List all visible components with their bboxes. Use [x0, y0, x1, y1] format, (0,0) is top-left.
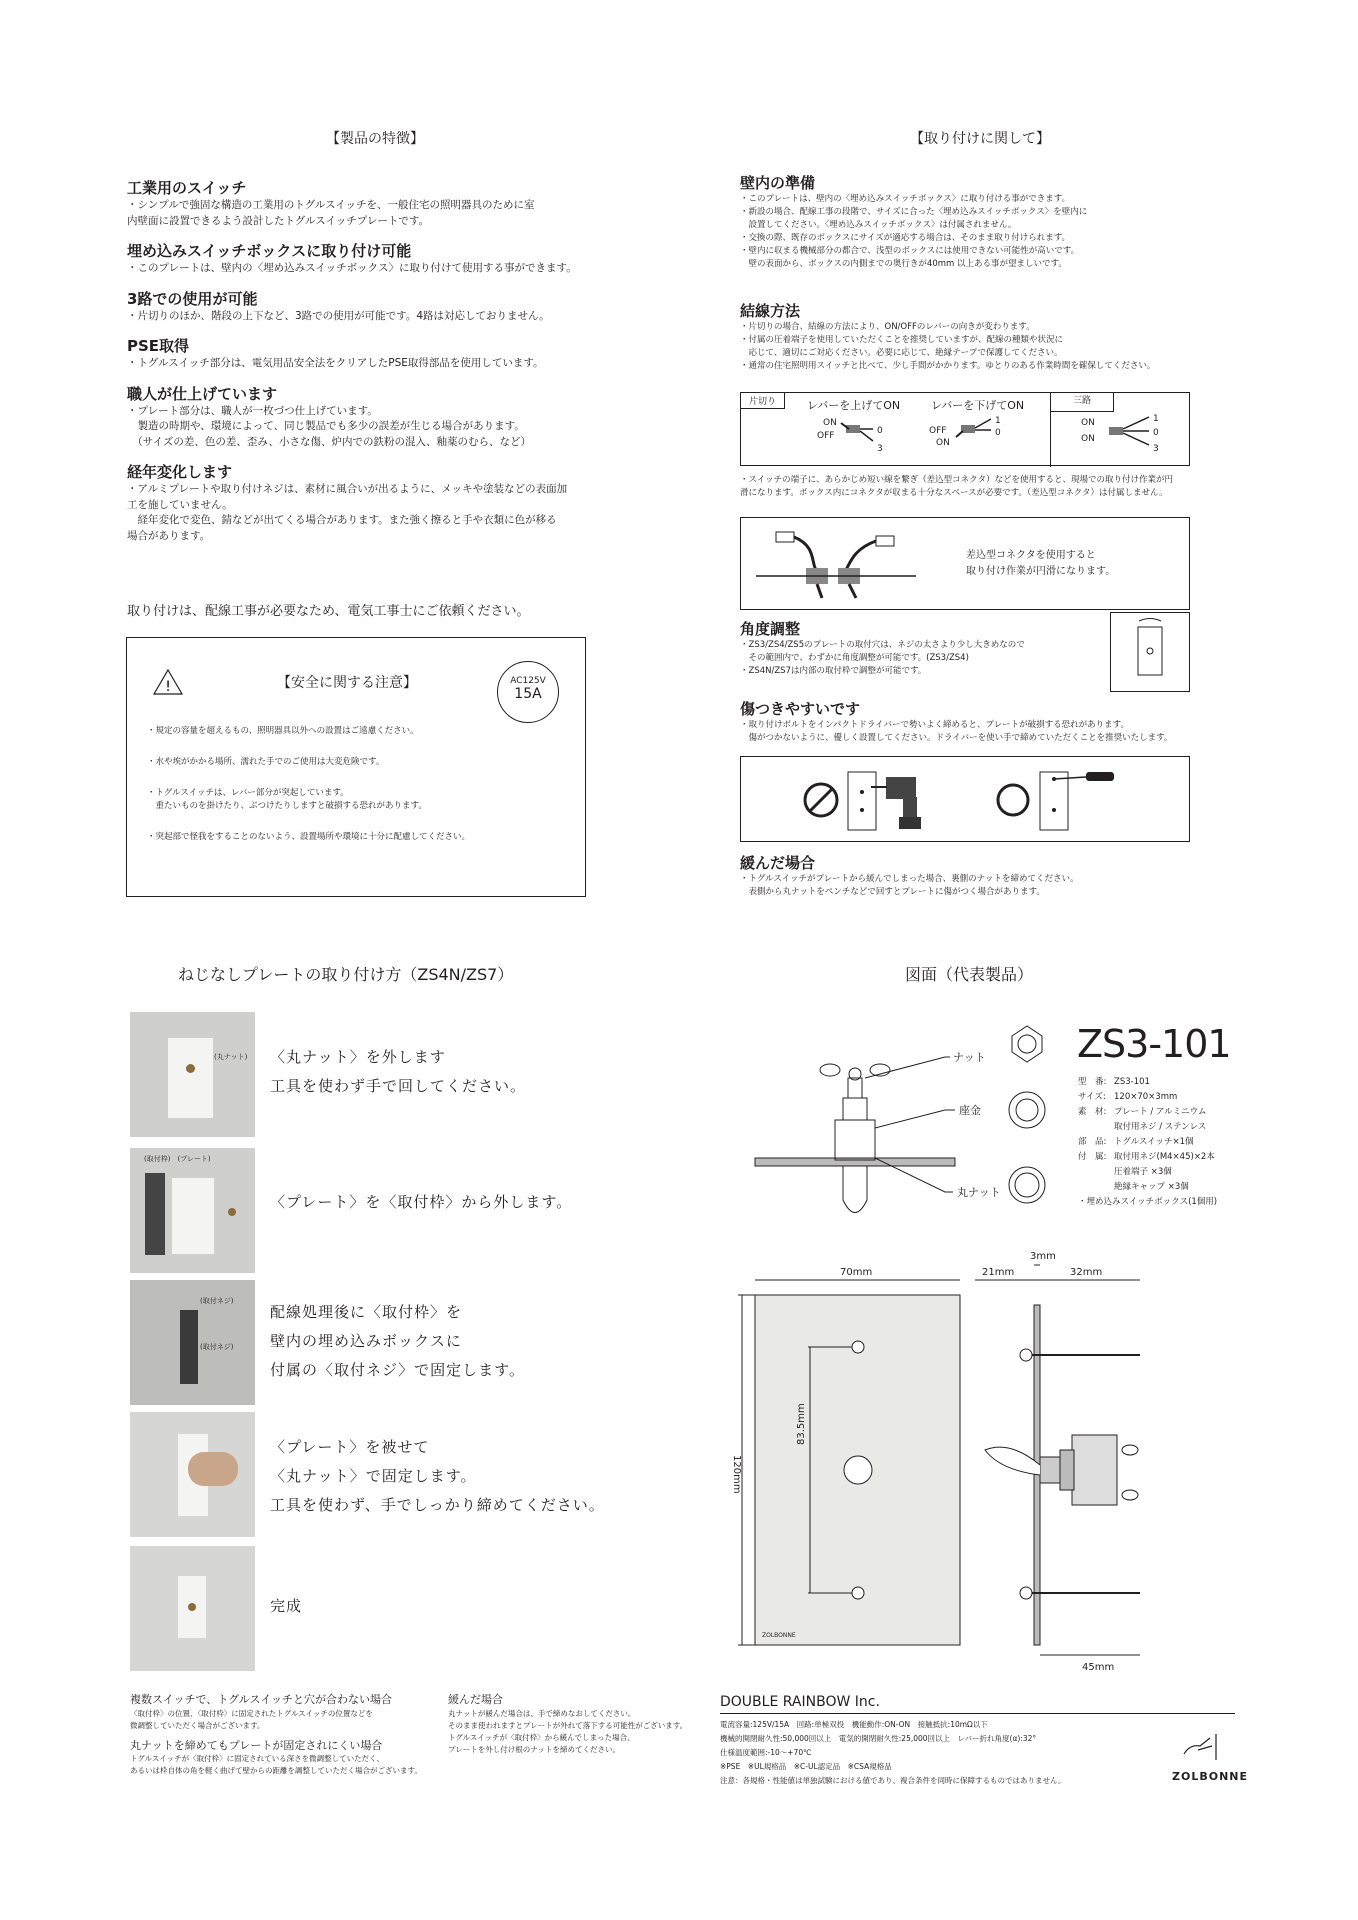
feature-body: ・シンプルで強固な構造の工業用のトグルスイッチを、一般住宅の照明器具のために室 内壁面に設置できるよう設計したトグルスイッチプレートです。 — [127, 199, 535, 227]
svg-text:ZOLBONNE: ZOLBONNE — [762, 1632, 796, 1639]
connector-note: ・スイッチの端子に、あらかじめ短い線を繋ぎ（差込型コネクタ）などを使用すると、現場での取り付け作業が円 滑になります。ボックス内にコネクタが収まる十分なスペースが必要です。（差込型コネクタ）は付属しません。 — [740, 475, 1173, 498]
photo-caption: (取付枠) (プレート) — [144, 1155, 211, 1163]
feature-heading: 3路での使用が可能 — [127, 289, 258, 308]
feature-6 — [127, 461, 587, 544]
step-photo-3 — [130, 1280, 255, 1405]
feature-2 — [127, 240, 587, 277]
svg-text:OFF: OFF — [929, 426, 947, 436]
safety-item: ・突起部で怪我をすることのないよう、設置場所や環境に十分に配慮してください。 — [147, 832, 471, 842]
spec-row: 付 属: 取付用ネジ(M4×45)×2本 — [1078, 1152, 1215, 1162]
feature-5 — [127, 383, 587, 451]
angle-body: ・ZS3/ZS4/ZS5のプレートの取付穴は、ネジの太さより少し大きめなので その範囲内で、わずかに角度調整が可能です。(ZS3/ZS4) ・ZS4N/ZS7は内部の取付枠で調整が可能です。 — [740, 640, 1025, 676]
features-list — [127, 177, 587, 544]
photo-caption: (丸ナット) — [214, 1053, 248, 1061]
step-text-1: 〈丸ナット〉を外します 工具を使わず手で回してください。 — [270, 1048, 527, 1095]
svg-text:丸ナット: 丸ナット — [957, 1186, 1001, 1199]
single-pole-label: 片切り — [740, 392, 785, 409]
angle-diagram — [1110, 612, 1190, 692]
photo-caption: (取付ネジ) — [200, 1297, 234, 1305]
step-photo-5 — [130, 1546, 255, 1671]
safety-title: 【安全に関する注意】 — [277, 675, 417, 691]
note-heading: 緩んだ場合 — [448, 1693, 503, 1706]
step-notes-right — [448, 1692, 698, 1756]
svg-text:1: 1 — [1153, 414, 1159, 424]
rating-current: 15A — [514, 686, 542, 702]
feature-heading: PSE取得 — [127, 337, 190, 355]
step-text-2: 〈プレート〉を〈取付枠〉から外します。 — [270, 1193, 573, 1211]
svg-text:3: 3 — [1153, 444, 1159, 454]
note-body: 丸ナットが緩んだ場合は、手で締めなおしてください。 そのまま使われますとプレートが外れて落下する可能性がございます。 トグルスイッチが〈取付枠〉から緩んでしまった場合、 プレートを外し付け根のナットを締めてください。 — [448, 1708, 688, 1754]
svg-text:0: 0 — [877, 426, 883, 436]
spec-row: 絶縁キャップ ×3個 — [1114, 1182, 1189, 1192]
safety-item: ・水や埃がかかる場所、濡れた手でのご使用は大変危険です。 — [147, 757, 385, 767]
step-photo-1 — [130, 1012, 255, 1137]
svg-text:OFF: OFF — [817, 431, 835, 441]
svg-text:0: 0 — [995, 428, 1001, 438]
tool-diagram — [740, 756, 1190, 842]
scratch-heading: 傷つきやすいです — [740, 700, 861, 718]
connector-box-text: 差込型コネクタを使用すると 取り付け作業が円滑になります。 — [966, 550, 1116, 577]
lever-down-label: レバーを下げてON — [931, 399, 1025, 412]
feature-1 — [127, 177, 587, 229]
svg-text:0: 0 — [1153, 428, 1159, 438]
feature-heading: 経年変化します — [127, 463, 233, 481]
parts-drawing — [745, 1010, 1075, 1240]
svg-text:ON: ON — [936, 438, 950, 448]
safety-item: ・トグルスイッチは、レバー部分が突起しています。 重たいものを掛けたり、ぶつけたりしますと破損する恐れがあります。 — [147, 788, 427, 811]
brand-logo: ZOLBONNE — [1172, 1770, 1248, 1783]
ok-icon — [998, 785, 1028, 815]
warning-icon — [152, 668, 184, 696]
wall-heading: 壁内の準備 — [740, 174, 816, 192]
feature-3 — [127, 288, 587, 325]
svg-text:70mm: 70mm — [840, 1267, 873, 1278]
svg-text:ON: ON — [1081, 434, 1095, 444]
scratch-section — [740, 698, 1190, 745]
note-body: 〈取付枠〉の位置、〈取付枠〉に固定されたトグルスイッチの位置などを 微調整していただく場合がございます。 — [130, 1708, 373, 1730]
safety-box — [126, 637, 586, 897]
steps-title: ねじなしプレートの取り付け方（ZS4N/ZS7） — [178, 965, 514, 984]
spec-list — [1078, 1075, 1278, 1210]
svg-text:3: 3 — [877, 444, 883, 454]
feature-body: ・このプレートは、壁内の〈埋め込みスイッチボックス〉に取り付けて使用する事ができます。 — [127, 262, 577, 274]
spec-row: 型 番: ZS3-101 — [1078, 1077, 1150, 1087]
spec-row: 素 材: プレート / アルミニウム — [1078, 1107, 1207, 1117]
step-photo-4 — [130, 1412, 255, 1537]
wiring-body: ・片切りの場合、結線の方法により、ON/OFFのレバーの向きが変わります。 ・付属の圧着端子を使用していただくことを推奨していますが、配線の種類や状況に 応じて、適切にご対応ください。必要に応じて、絶縁テープで保護してください。 ・通常の住宅照明用スイッチと比べて、少し手間がかかります。ゆとりのある作業時間を確保してください。 — [740, 322, 1156, 371]
spec-row: 部 品: トグルスイッチ×1個 — [1078, 1137, 1194, 1147]
hand-logo-icon — [1180, 1730, 1220, 1764]
wiring-heading: 結線方法 — [740, 302, 801, 320]
feature-heading: 埋め込みスイッチボックスに取り付け可能 — [127, 242, 412, 260]
feature-body: ・プレート部分は、職人が一枚づつ仕上げています。 製造の時期や、環境によって、同じ製品でも多少の誤差が生じる場合があります。 （サイズの差、色の差、歪み、小さな傷、炉内での鉄粉の混入、釉薬のむら、など） — [127, 404, 532, 448]
note-heading: 丸ナットを締めてもプレートが固定されにくい場合 — [130, 1738, 383, 1752]
switch-wiring-icons — [741, 411, 1189, 465]
svg-text:120mm: 120mm — [731, 1455, 742, 1494]
scratch-body: ・取り付けボルトをインパクトドライバーで勢いよく締めると、プレートが破損する恐れがあります。 傷がつかないように、優しく設置してください。ドライバーを使い手で締めていただくことを推奨いたします。 — [740, 720, 1173, 743]
svg-text:3mm: 3mm — [1030, 1251, 1056, 1262]
angle-section — [740, 618, 1100, 678]
angle-heading: 角度調整 — [740, 620, 801, 638]
svg-text:ナット: ナット — [953, 1051, 986, 1064]
model-name: ZS3-101 — [1077, 1022, 1231, 1066]
features-title: 【製品の特徴】 — [326, 131, 424, 147]
wiring-section — [740, 300, 1190, 373]
note-heading: 複数スイッチで、トグルスイッチと穴が合わない場合 — [130, 1693, 393, 1706]
step-text-3: 配線処理後に〈取付枠〉を 壁内の埋め込みボックスに 付属の〈取付ネジ〉で固定します。 — [270, 1303, 525, 1379]
svg-text:座金: 座金 — [959, 1104, 981, 1117]
feature-body: ・トグルスイッチ部分は、電気用品安全法をクリアしたPSE取得部品を使用しています。 — [127, 357, 544, 369]
connector-box — [740, 517, 1190, 610]
svg-text:ON: ON — [823, 418, 837, 428]
wall-body: ・このプレートは、壁内の〈埋め込みスイッチボックス〉に取り付ける事ができます。 ・新設の場合、配線工事の段階で、サイズに合った〈埋め込みスイッチボックス〉を壁内に 設置してください。〈埋め込みスイッチボックス〉は付属されません。 ・交換の際、既存のボックスにサイズが適応する場合は、そのまま取り付けられます。 ・壁内に収まる機械部分の都合で、浅型のボックスには使用できない可能性が高いです。 壁の表面から、ボックスの内側までの奥行きが40mm 以上ある事が望ましいです。 — [740, 194, 1088, 269]
step-text-5: 完成 — [270, 1597, 303, 1615]
note-body: トグルスイッチが〈取付枠〉に固定されている深さを微調整していただく、 あるいは枠自体の角を軽く曲げて壁からの距離を調整していただく場合がございます。 — [130, 1754, 422, 1775]
footer-specs: 電流容量:125V/15A 回路:単極双投 機能動作:ON-ON 接触抵抗:10mΩ以下 機械的開閉耐久性:50,000回以上 電気的開閉耐久性:25,000回以上 レバー折れ角度(α):32° 仕様温度範囲:-10～+70℃ ※PSE ※UL規格品 ※C-UL認定品 ※CSA規格品 注意：各規格・性能値は単独試験における値であり、複合条件を同時に保障するものではありません。 — [720, 1720, 1066, 1785]
svg-text:1: 1 — [995, 416, 1001, 426]
drawing-title: 図面（代表製品） — [905, 965, 1034, 984]
feature-heading: 職人が仕上げています — [127, 384, 278, 403]
three-way-label: 三路 — [1050, 392, 1114, 412]
electrician-note: 取り付けは、配線工事が必要なため、電気工事士にご依頼ください。 — [127, 604, 530, 619]
loose-heading: 緩んだ場合 — [740, 854, 816, 872]
plate-drawing — [720, 1245, 1160, 1670]
svg-text:83.5mm: 83.5mm — [796, 1403, 807, 1445]
feature-body: ・アルミプレートや取り付けネジは、素材に風合いが出るように、メッキや塗装などの表面加 工を施していません。 経年変化で変色、錆などが出てくる場合があります。また強く擦ると手や衣類に色が移る 場合があります。 — [127, 483, 568, 542]
install-title: 【取り付けに関して】 — [910, 131, 1050, 147]
step-text-4: 〈プレート〉を被せて 〈丸ナット〉で固定します。 工具を使わず、手でしっかり締めてください。 — [270, 1438, 605, 1514]
svg-text:32mm: 32mm — [1070, 1267, 1103, 1278]
spec-row: ・埋め込みスイッチボックス(1個用) — [1078, 1197, 1218, 1207]
loose-body: ・トグルスイッチがプレートから緩んでしまった場合、裏側のナットを締めてください。 表側から丸ナットをペンチなどで回すとプレートに傷がつく場合があります。 — [740, 874, 1079, 897]
loose-section — [740, 852, 1190, 899]
svg-text:!: ! — [165, 679, 171, 695]
feature-body: ・片切りのほか、階段の上下など、3路での使用が可能です。4路は対応しておりません。 — [127, 309, 550, 322]
company-name: DOUBLE RAINBOW Inc. — [720, 1694, 880, 1710]
feature-4 — [127, 335, 587, 372]
svg-text:45mm: 45mm — [1082, 1662, 1115, 1670]
photo-caption: (取付ネジ) — [200, 1343, 234, 1351]
rating-badge — [497, 661, 559, 723]
safety-item: ・規定の容量を超えるもの、照明器具以外への設置はご遠慮ください。 — [147, 726, 419, 736]
svg-text:ON: ON — [1081, 418, 1095, 428]
spec-row: 取付用ネジ / ステンレス — [1114, 1122, 1207, 1132]
step-photo-2 — [130, 1148, 255, 1273]
wiring-diagram — [740, 392, 1190, 466]
footer-rule — [720, 1713, 1235, 1714]
step-notes-left — [130, 1692, 430, 1777]
connector-illustration — [756, 526, 916, 602]
spec-row: サイズ: 120×70×3mm — [1078, 1092, 1178, 1102]
safety-items — [147, 725, 567, 844]
feature-heading: 工業用のスイッチ — [127, 179, 247, 197]
rating-voltage: AC125V — [510, 676, 546, 686]
spec-row: 圧着端子 ×3個 — [1114, 1167, 1172, 1177]
lever-up-label: レバーを上げてON — [807, 399, 901, 412]
svg-text:21mm: 21mm — [982, 1267, 1015, 1278]
wall-section — [740, 172, 1190, 271]
